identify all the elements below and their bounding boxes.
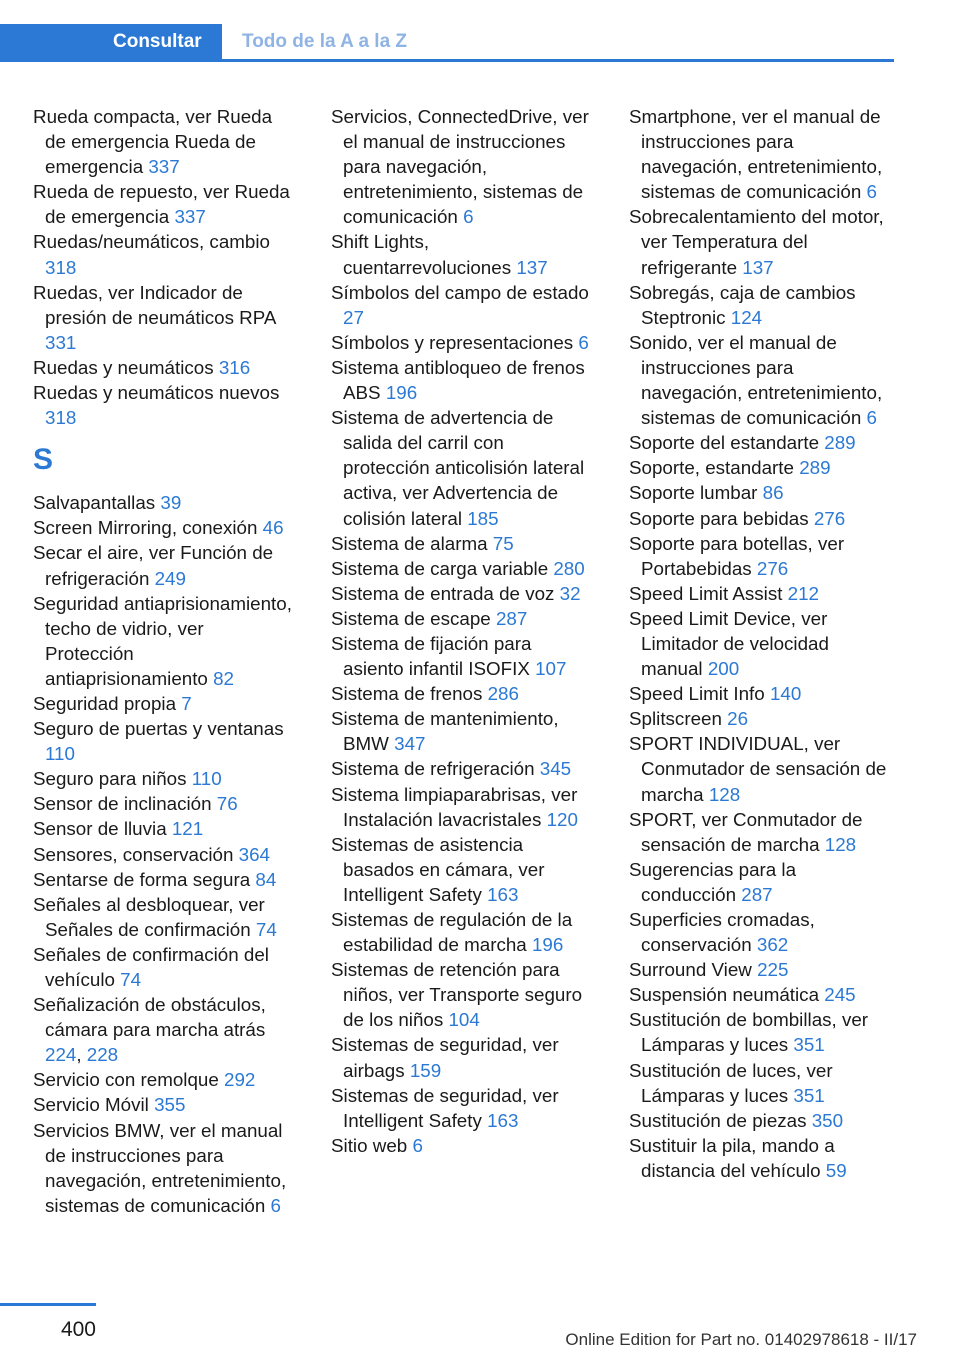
page-link[interactable]: 82 [213,667,234,689]
index-entry-text: Surround View [629,959,752,981]
section-letter: S [33,443,54,477]
index-entry-text: Servicio con remolque [33,1069,219,1091]
index-entry [33,229,295,279]
index-entry [331,681,593,706]
page-link[interactable]: 345 [539,758,572,780]
index-entry-text: Sobregás, caja de cambios Steptronic [629,281,856,328]
index-entry [331,104,593,229]
index-entry [629,706,891,731]
index-entry [33,766,295,791]
page-link[interactable]: 292 [224,1069,256,1091]
page-link[interactable]: 128 [708,783,741,805]
index-entry-text: Señalización de obstáculos, cámara para marcha atrás [33,994,266,1041]
index-entry [629,731,891,806]
index-entry [629,430,891,455]
index-entry-text: Sitio web [331,1134,408,1156]
index-entry-text: Seguridad antiaprisionamiento, techo de vidrio, ver Protección antiaprisionamiento [33,592,292,689]
index-entry-text: SPORT INDIVIDUAL, ver Conmutador de sensación de marcha [629,733,887,805]
index-entry-text: Soporte del estandarte [629,432,820,454]
tab-todo-de-la-a-a-la-z[interactable]: Todo de la A a la Z [242,31,408,52]
index-column-2 [331,104,593,1158]
index-entry-text: Ruedas y neumáticos [33,356,214,378]
page-link[interactable]: 137 [516,256,548,278]
page-link[interactable]: 140 [769,683,802,705]
index-entry-text: Soporte para bebidas [629,507,809,529]
page-link[interactable]: 159 [409,1059,442,1081]
index-entry: Señalización de obstáculos, cámara para marcha atrás 224, 228 [33,994,266,1066]
index-entry-text: Sensor de inclinación [33,793,212,815]
index-entry [331,556,593,581]
page-link[interactable]: 39 [160,492,182,514]
index-entry [629,807,891,857]
page-number: 400 [60,1318,96,1341]
index-entry [33,179,295,229]
index-entry [33,591,295,691]
edition-note: Online Edition for Part no. 01402978618 - II/17 [565,1330,917,1349]
index-entry-text: Speed Limit Assist [629,582,783,604]
page-link[interactable]: 337 [174,206,206,228]
index-entry [629,104,891,204]
index-entry [629,857,891,907]
index-entry-text: Ruedas, ver Indicador de presión de neumáticos RPA [33,281,276,328]
index-entry [331,405,593,530]
page-link[interactable]: 347 [394,733,426,755]
page-link[interactable]: 196 [531,934,564,956]
index-entry-text: Sistema de fijación para asiento infantil ISOFIX [331,632,532,680]
index-column-3 [629,104,891,1183]
index-entry-text: Splitscreen [629,708,722,730]
page-link[interactable]: 225 [757,959,789,981]
index-entry-text: Símbolos y representaciones [331,331,574,353]
page-link[interactable]: 27 [343,306,364,328]
index-entry-text: Sistemas de retención para niños, ver Transporte seguro de los niños [331,959,583,1031]
index-entry [331,330,593,355]
page-link[interactable]: 276 [813,507,846,529]
index-entry [629,907,891,957]
page-link[interactable]: 59 [825,1159,847,1181]
index-entry [629,957,891,982]
index-entry-text: Superficies cromadas, conservación [629,909,815,956]
index-entry [629,330,891,430]
page-link[interactable]: 84 [255,868,277,890]
page-link[interactable]: 289 [799,457,831,479]
page-link[interactable]: 351 [793,1084,825,1106]
index-entry-text: Soporte lumbar [629,482,758,504]
index-entry [33,540,295,590]
page-link[interactable]: 104 [448,1009,480,1031]
index-entry-text: Sistema limpiaparabrisas, ver Instalación lavacristales [331,783,578,830]
index-column-1 [33,104,295,1218]
index-entry [33,104,295,179]
index-entry-text: Sensores, conservación [33,843,234,865]
index-entry [629,1007,891,1057]
index-entry [331,280,593,330]
page-link[interactable]: 364 [238,843,271,865]
page-link[interactable]: 32 [559,582,581,604]
page-link[interactable]: 212 [787,582,820,604]
page-link[interactable]: 86 [762,482,784,504]
index-entry [629,455,891,480]
page-link[interactable]: 350 [811,1109,844,1131]
index-entry [331,631,593,681]
index-entry [331,581,593,606]
page-link[interactable]: 163 [487,1109,519,1131]
page-link[interactable]: 7 [181,692,192,714]
page-link[interactable]: 6 [578,331,589,353]
index-entry-text: Sustitución de piezas [629,1109,807,1131]
page-link[interactable]: 107 [535,658,567,680]
index-entry-text: Señales al desbloquear, ver Señales de confirmación [33,893,265,940]
index-entry [629,480,891,505]
index-entry-text: Sistemas de seguridad, ver Intelligent Safety [331,1084,559,1131]
page-link[interactable]: 318 [45,407,77,429]
index-entry-text: Sistema de refrigeración [331,758,535,780]
index-entry-text: Screen Mirroring, conexión [33,517,258,539]
index-entry [331,907,593,957]
index-entry [33,1118,295,1218]
page-link[interactable]: 128 [824,833,857,855]
index-entry-text: Seguridad propia [33,692,177,714]
index-entry-text: Sustitución de luces, ver Lámparas y luces [629,1059,833,1106]
index-entry-text: Sobrecalentamiento del motor, ver Temperatura del refrigerante [629,206,884,278]
page-link[interactable]: 74 [255,918,277,940]
page-link[interactable]: 276 [756,557,789,579]
index-entry-text: Rueda compacta, ver Rueda de emergencia Rueda de emergencia [33,106,273,178]
index-entry-text: Sentarse de forma segura [33,868,251,890]
page-link[interactable]: 6 [463,206,474,228]
page-link[interactable]: 6 [866,407,877,429]
page-link[interactable]: 351 [793,1034,825,1056]
index-entry [331,706,593,756]
page-link[interactable]: 196 [385,382,418,404]
index-entry [33,791,295,816]
index-entry [33,280,295,355]
index-entry-text: Señales de confirmación del vehículo [33,943,269,990]
page-link[interactable]: 224 [45,1044,77,1066]
footer-rule [0,1303,96,1306]
index-entry-text: Símbolos del campo de estado [331,281,589,303]
index-entry-text: Sistema de escape [331,607,491,629]
page-link[interactable]: 110 [45,743,75,765]
page-link[interactable]: 280 [553,557,585,579]
page-link[interactable]: 110 [191,768,222,790]
index-entry-text: Sistema de advertencia de salida del carril con protección anticolisión lateral activa, ver Advertencia de colisión lateral [331,407,585,529]
page-link[interactable]: 249 [154,567,186,589]
index-entry-text: Sustituir la pila, mando a distancia del vehículo [629,1134,835,1181]
index-entry-text: Servicios BMW, ver el manual de instrucciones para navegación, entretenimiento, sistemas de comunicación [33,1119,287,1216]
index-entry-text: Sistema de mantenimiento, BMW [331,708,559,755]
index-entry [629,681,891,706]
index-entry-text: Suspensión neumática [629,984,820,1006]
page-link[interactable]: 163 [487,883,519,905]
index-entry-text: Sensor de lluvia [33,818,167,840]
index-entry [331,531,593,556]
index-entry [33,1092,295,1117]
page-link[interactable]: 355 [154,1094,186,1116]
index-entry-text: Servicios, ConnectedDrive, ver el manual de instrucciones para navegación, entretenimiento, sistemas de comunicación [331,106,589,228]
page-link[interactable]: 185 [467,507,499,529]
index-entry [33,842,295,867]
index-entry [629,606,891,681]
index-entry-text: Sistema de carga variable [331,557,549,579]
index-entry [331,756,593,781]
index-entry-text: Sistema de entrada de voz [331,582,555,604]
index-entry [629,506,891,531]
page-link[interactable]: 316 [218,356,251,378]
index-entry-text: Sugerencias para la conducción [629,858,797,905]
index-entry [33,716,295,766]
index-entry [629,1108,891,1133]
page-link[interactable]: 121 [171,818,204,840]
page-link[interactable]: 6 [412,1134,423,1156]
index-entry-text: Sonido, ver el manual de instrucciones para navegación, entretenimiento, sistemas de comunicación [629,331,883,429]
index-entry-text: Soporte para botellas, ver Portabebidas [629,532,845,579]
page-link[interactable]: 200 [707,658,740,680]
index-entry [33,515,295,540]
page-link[interactable]: 362 [756,934,789,956]
page-link[interactable]: 6 [866,181,877,203]
index-entry [331,229,593,279]
index-entry-text: Sistema de frenos [331,683,483,705]
index-entry [629,1133,891,1183]
index-entry-text: Seguro de puertas y ventanas [33,718,284,740]
index-entry-text: Shift Lights, cuentarrevoluciones [331,231,512,278]
index-entry [331,1133,593,1158]
page-link[interactable]: 75 [492,532,514,554]
index-entry [33,490,295,515]
index-entry-text: Ruedas/neumáticos, cambio [33,231,270,253]
index-entry [331,1032,593,1082]
index-entry [331,782,593,832]
index-entry-text: Smartphone, ver el manual de instrucciones para navegación, entretenimiento, sistemas de comunicación [629,106,883,203]
index-entry-text: Speed Limit Device, ver Limitador de velocidad manual [629,607,829,680]
index-entry [629,581,891,606]
index-entry [33,355,295,380]
index-entry [33,816,295,841]
page-link[interactable]: 245 [824,984,856,1006]
index-entry-text: Seguro para niños [33,768,187,790]
page-link[interactable]: 46 [262,517,284,539]
index-entry [33,867,295,892]
index-entry-text: Sistemas de seguridad, ver airbags [331,1034,559,1081]
index-entry [331,957,593,1032]
index-entry-text: Sistema de alarma [331,532,488,554]
tab-consultar[interactable]: Consultar [0,24,222,60]
index-entry [331,606,593,631]
index-entry [33,380,295,430]
index-entry-text: Secar el aire, ver Función de refrigeración [33,542,274,589]
index-entry [33,892,295,942]
page-link[interactable]: 228 [86,1044,119,1066]
page-link[interactable]: 76 [216,793,238,815]
index-entry-text: Sustitución de bombillas, ver Lámparas y luces [629,1009,869,1056]
page-link[interactable]: 137 [742,256,774,278]
page-link[interactable]: 74 [120,969,142,990]
index-entry [33,691,295,716]
index-entry [33,1067,295,1092]
index-entry-text: Speed Limit Info [629,683,765,705]
page-link[interactable]: 120 [546,808,578,830]
index-entry-text: Sistemas de regulación de la estabilidad de marcha [331,909,573,956]
index-entry [331,832,593,907]
page-link[interactable]: 331 [45,331,77,353]
index-entry [331,1083,593,1133]
page-link[interactable]: 26 [727,708,749,730]
index-entry-text: SPORT, ver Conmutador de sensación de marcha [629,808,863,855]
index-entry [33,942,295,992]
index-entry-text: Salvapantallas [33,492,156,514]
index-entry-text: Soporte, estandarte [629,457,794,479]
index-entry [331,355,593,405]
index-entry [629,1058,891,1108]
index-entry-text: Ruedas y neumáticos nuevos [33,382,280,404]
index-entry [629,280,891,330]
index-entry [629,531,891,581]
page-link[interactable]: 289 [824,432,856,454]
page-link[interactable]: 337 [148,156,180,178]
index-entry-text: Sistemas de asistencia basados en cámara, ver Intelligent Safety [331,833,545,905]
index-entry-text: Rueda de repuesto, ver Rueda de emergencia [33,181,290,228]
index-entry [629,982,891,1007]
page-link[interactable]: 124 [730,306,763,328]
page-link[interactable]: 6 [270,1194,281,1216]
page-link[interactable]: 318 [45,256,77,278]
index-entry [629,204,891,279]
page-link[interactable]: 287 [741,883,773,905]
index-entry-text: Servicio Móvil [33,1094,149,1116]
page-link[interactable]: 287 [495,607,528,629]
page-link[interactable]: 286 [487,683,519,705]
index-entry-text: Sistema antibloqueo de frenos ABS [331,356,585,404]
